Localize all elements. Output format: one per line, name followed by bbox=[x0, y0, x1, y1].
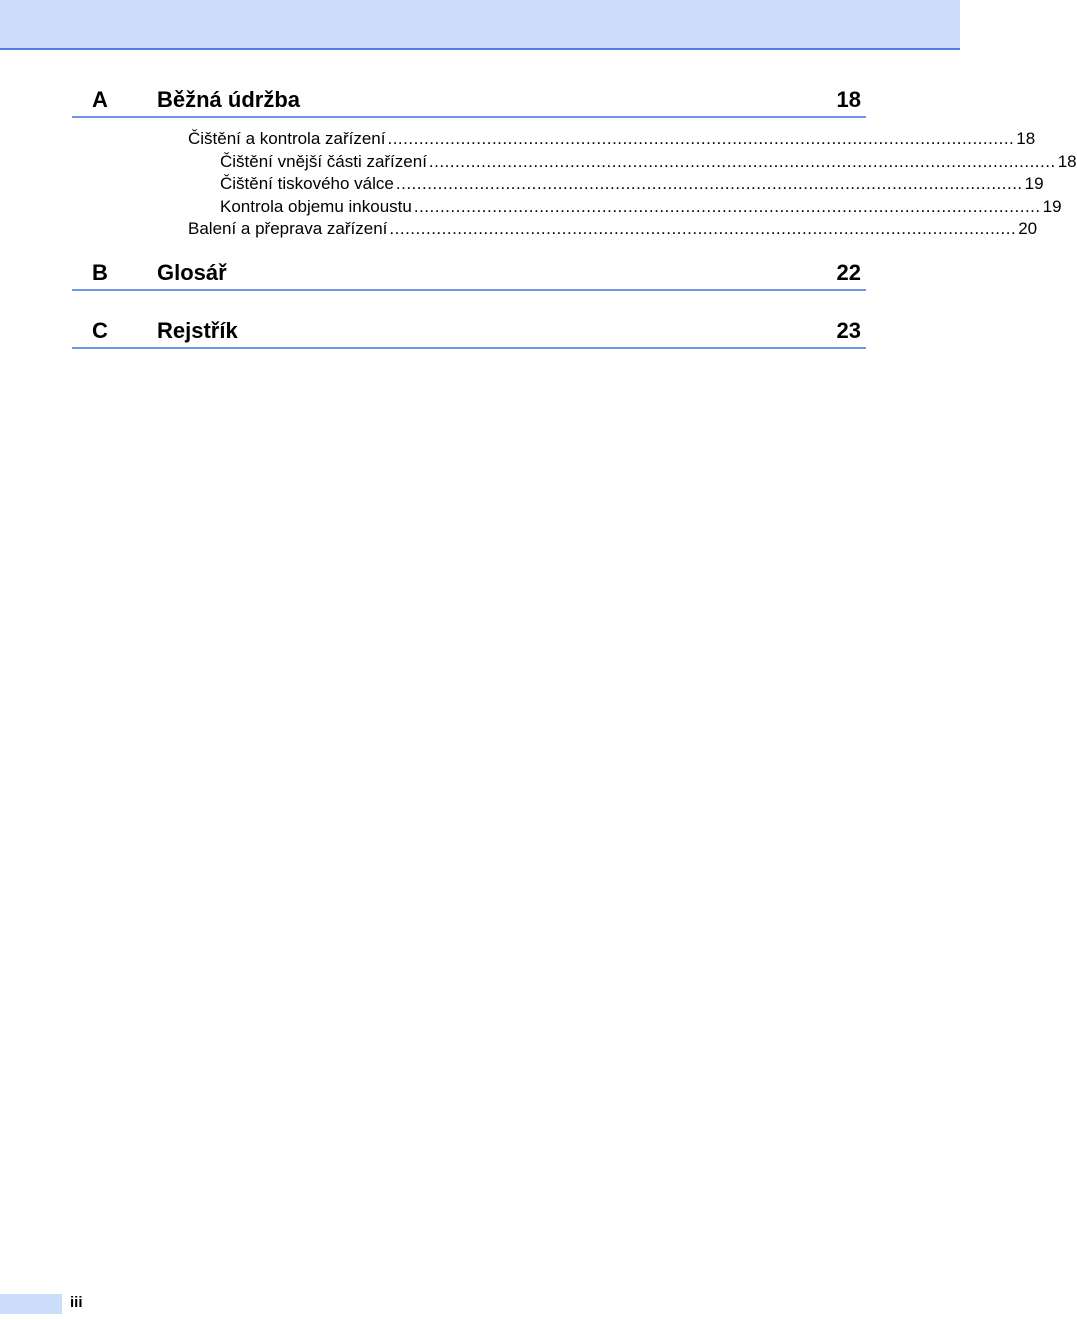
spacer bbox=[72, 291, 866, 313]
chapter-entries bbox=[72, 118, 1077, 255]
chapter-letter: B bbox=[92, 259, 108, 285]
chapter-letter: A bbox=[92, 87, 108, 112]
chapter-page-number: 18 bbox=[836, 87, 861, 112]
chapter-b bbox=[72, 259, 866, 313]
dot-leader: ........................................................................................................................ bbox=[387, 129, 1015, 148]
chapter-heading[interactable] bbox=[72, 259, 866, 291]
dot-leader: ........................................................................................................................ bbox=[428, 151, 1056, 171]
entry-title: Čištění tiskového válce bbox=[220, 174, 394, 193]
entry-title: Balení a přeprava zařízení bbox=[188, 219, 388, 238]
chapter-page-number: 22 bbox=[836, 259, 861, 285]
chapter-title: Rejstřík bbox=[157, 317, 238, 343]
dot-leader: ........................................................................................................................ bbox=[413, 196, 1041, 216]
toc-entry[interactable] bbox=[72, 128, 1036, 151]
entry-title: Čištění vnější části zařízení bbox=[220, 151, 427, 171]
chapter-page-number: 23 bbox=[836, 317, 861, 343]
dot-leader: ........................................................................................................................ bbox=[389, 219, 1017, 238]
chapter-a bbox=[72, 86, 1077, 255]
chapter-title: Glosář bbox=[157, 259, 227, 285]
entry-page-number: 18 bbox=[1016, 129, 1036, 148]
entry-page-number: 19 bbox=[1042, 196, 1062, 216]
chapter-heading[interactable] bbox=[72, 86, 866, 118]
toc-entry[interactable] bbox=[72, 151, 1077, 174]
entry-page-number: 20 bbox=[1018, 219, 1038, 238]
table-of-contents bbox=[72, 86, 1077, 353]
chapter-letter: C bbox=[92, 317, 108, 343]
footer-page-number: iii bbox=[70, 1294, 83, 1311]
entry-page-number: 18 bbox=[1057, 151, 1077, 171]
footer-band bbox=[0, 1294, 62, 1314]
chapter-heading[interactable] bbox=[72, 317, 866, 349]
dot-leader: ........................................................................................................................ bbox=[395, 174, 1023, 193]
chapter-c bbox=[72, 317, 866, 349]
toc-entry[interactable] bbox=[72, 218, 1038, 241]
header-band bbox=[0, 0, 960, 50]
chapter-title: Běžná údržba bbox=[157, 87, 301, 112]
entry-title: Čištění a kontrola zařízení bbox=[188, 129, 386, 148]
entry-title: Kontrola objemu inkoustu bbox=[220, 196, 412, 216]
toc-entry[interactable] bbox=[72, 173, 1044, 196]
toc-entry[interactable] bbox=[72, 196, 1062, 219]
entry-page-number: 19 bbox=[1024, 174, 1044, 193]
